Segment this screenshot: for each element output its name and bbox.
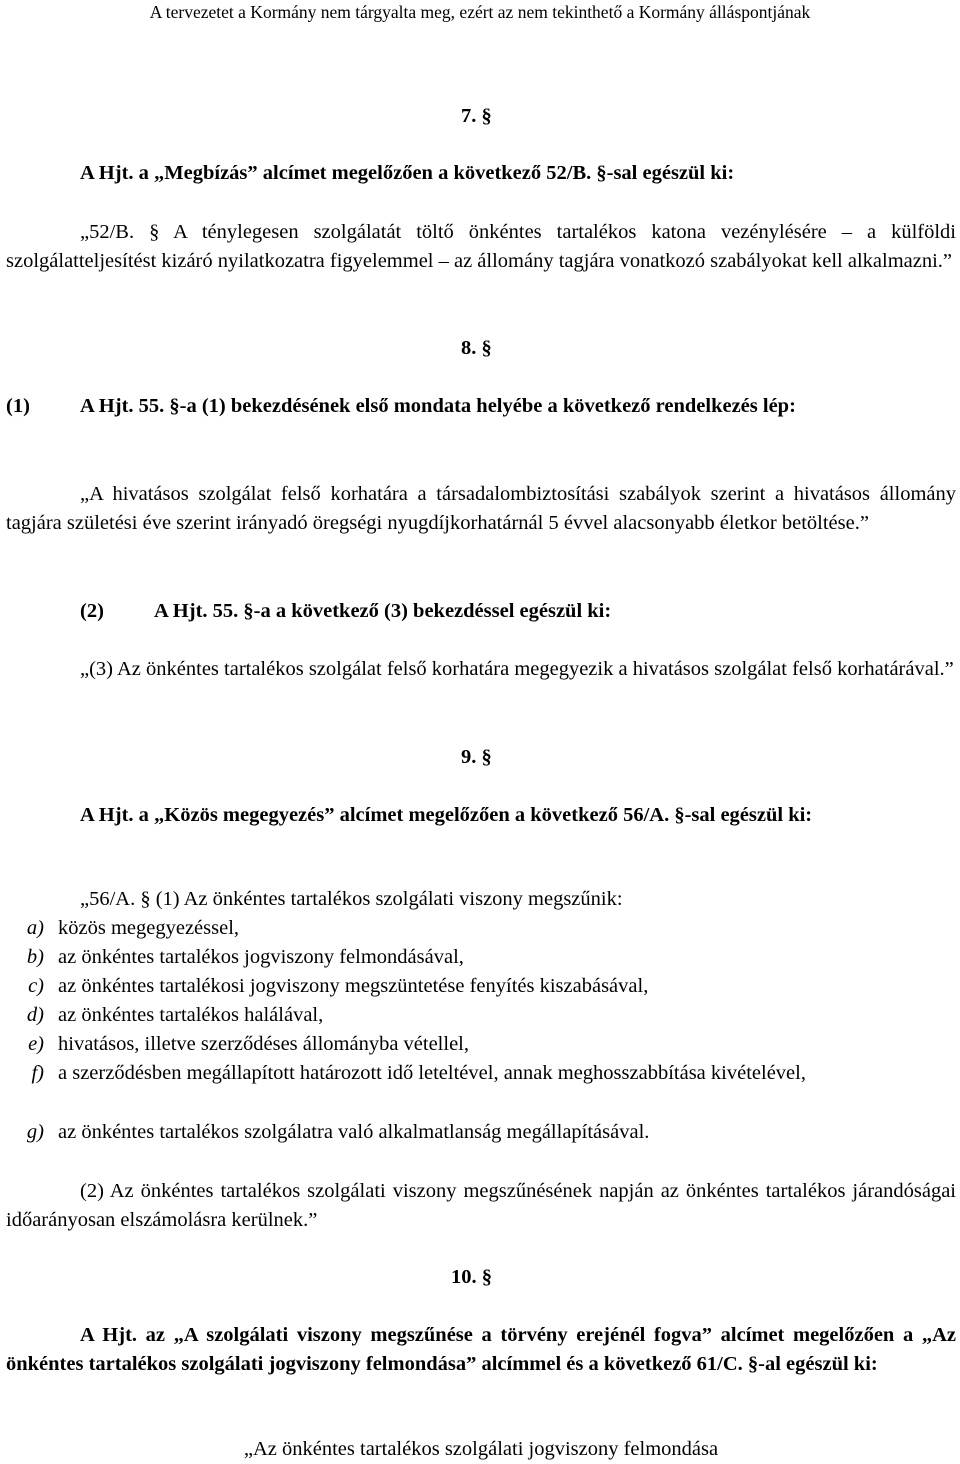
page-header: A tervezetet a Kormány nem tárgyalta meg, ezért az nem tekinthető a Kormány álláspontjának xyxy=(149,2,811,22)
section-number-8: 8. § xyxy=(461,337,492,359)
list-item-text: az önkéntes tartalékosi jogviszony megszüntetése fenyítés kiszabásával, xyxy=(58,975,649,997)
list-item xyxy=(6,1030,956,1059)
section-number-9: 9. § xyxy=(461,746,492,768)
section-7-quote: „52/B. § A ténylegesen szolgálatát töltő önkéntes tartalékos katona vezénylésére – a külföldi szolgálatteljesítést kizáró nyilatkozatra figyelemmel – az állomány tagjára vonatkozó szabályokat kell alkalmazni.” xyxy=(6,221,956,272)
list-item-text: az önkéntes tartalékos szolgálatra való alkalmatlanság megállapításával. xyxy=(58,1121,650,1143)
list-item xyxy=(6,1001,956,1030)
point-2-label: (2) xyxy=(80,600,104,622)
section-8-point-2 xyxy=(6,597,956,626)
section-9-quote-intro: „56/A. § (1) Az önkéntes tartalékos szolgálati viszony megszűnik: xyxy=(80,888,623,910)
list-item-text: az önkéntes tartalékos halálával, xyxy=(58,1004,324,1026)
section-8-quote-2: „(3) Az önkéntes tartalékos szolgálat felső korhatára megegyezik a hivatásos szolgálat felső korhatárával.” xyxy=(80,658,954,680)
section-9-instruction: A Hjt. a „Közös megegyezés” alcímet megelőzően a következő 56/A. §-sal egészül ki: xyxy=(80,804,813,826)
list-item-text: az önkéntes tartalékos jogviszony felmondásával, xyxy=(58,946,464,968)
list-item-text: a szerződésben megállapított határozott idő leteltével, annak meghosszabbítása kivételével, xyxy=(58,1062,806,1084)
list-item xyxy=(6,972,956,1001)
point-1-label: (1) xyxy=(6,395,30,417)
list-item xyxy=(6,1059,956,1088)
list-item-marker: d) xyxy=(26,1004,44,1026)
section-number-7: 7. § xyxy=(461,105,492,127)
point-1-text: A Hjt. 55. §-a (1) bekezdésének első mondata helyébe a következő rendelkezés lép: xyxy=(80,395,796,417)
list-item-marker: f) xyxy=(31,1062,44,1084)
section-number-10: 10. § xyxy=(451,1266,492,1288)
list-item-marker: e) xyxy=(28,1033,44,1055)
section-8-quote-1: „A hivatásos szolgálat felső korhatára a társadalombiztosítási szabályok szerint a hivatásos állomány tagjára születési éve szerint irányadó öregségi nyugdíjkorhatárnál 5 évvel alacsonyabb életkor betöltése.” xyxy=(6,483,956,534)
section-8-point-1 xyxy=(6,392,956,421)
section-7-instruction: A Hjt. a „Megbízás” alcímet megelőzően a következő 52/B. §-sal egészül ki: xyxy=(80,162,735,184)
section-10-subtitle: „Az önkéntes tartalékos szolgálati jogviszony felmondása xyxy=(243,1438,719,1460)
list-item-marker: g) xyxy=(26,1121,44,1143)
list-item xyxy=(6,943,956,972)
list-item-marker: c) xyxy=(28,975,44,997)
list-item-text: közös megegyezéssel, xyxy=(58,917,240,939)
list-item xyxy=(6,1118,956,1147)
list-item-marker: b) xyxy=(26,946,44,968)
point-2-text: A Hjt. 55. §-a a következő (3) bekezdéssel egészül ki: xyxy=(154,600,612,622)
section-10-instruction: A Hjt. az „A szolgálati viszony megszűnése a törvény erejénél fogva” alcímet megelőzően a „Az önkéntes tartalékos szolgálati jogviszony felmondása” alcímmel és a következő 61/C. §-al egészül ki: xyxy=(6,1324,956,1375)
section-9-para-2: (2) Az önkéntes tartalékos szolgálati viszony megszűnésének napján az önkéntes tartalékos járandóságai időarányosan elszámolásra kerülnek.” xyxy=(6,1180,956,1231)
list-item-text: hivatásos, illetve szerződéses állományba vétellel, xyxy=(58,1033,469,1055)
list-item xyxy=(6,914,956,943)
list-item-marker: a) xyxy=(26,917,44,939)
